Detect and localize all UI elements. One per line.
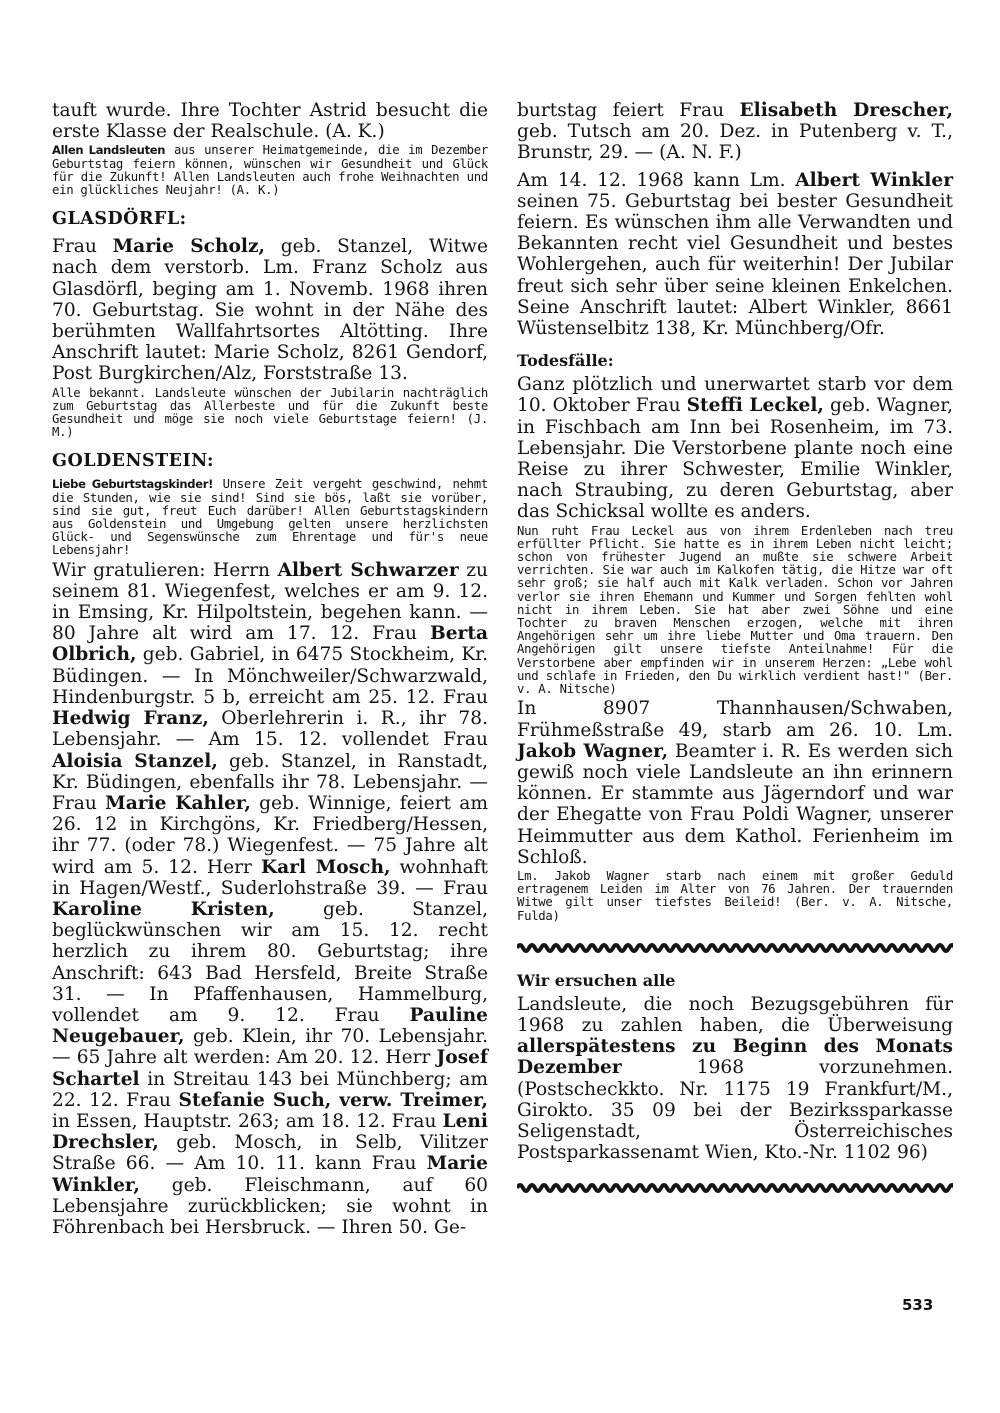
heading-goldenstein: GOLDENSTEIN:: [52, 451, 215, 472]
person-name: Marie Winkler,: [52, 1153, 488, 1196]
body-text: seinen 75. Geburtstag bei bester Gesundheit feiern. Es wünschen ihm alle Verwandten und Bekannten recht viel Gesundheit und bestes Wohlergehen, auch für weiterhin! Der Jubilar freut sich sehr über seine kleinen Enkelchen. Seine Anschrift lautet: Albert Winkler, 8661 Wüstenselbitz 138, Kr. Münchberg/Ofr.: [517, 190, 953, 340]
paragraph-astrid: tauft wurde. Ihre Tochter Astrid besucht die erste Klasse der Realschule. (A. K.): [52, 100, 488, 143]
wave-rule-icon: [517, 1181, 953, 1195]
paragraph-elisabeth-drescher: [517, 100, 953, 164]
person-name: Hedwig Franz,: [52, 708, 209, 730]
heading-todesfaelle: Todesfälle:: [517, 351, 614, 371]
body-text: In 8907 Thannhausen/Schwaben, Frühmeßstraße 49, starb am 26. 10. Lm.: [517, 698, 953, 741]
wave-rule-icon: [517, 941, 953, 955]
body-text: geb. Stanzel, beglückwünschen wir am 15. 12. recht herzlich zu ihrem 80. Geburtstag; ihre Anschrift: 643 Bad Hersfeld, Breite Straße 31. — In Pfaffenhausen, Hammelburg, vollendet am 9. 12. Frau: [52, 898, 488, 1026]
heading-glasdoerfl: GLASDÖRFL:: [52, 209, 187, 230]
body-text: Ganz plötzlich und unerwartet starb vor dem 10. Oktober Frau: [517, 374, 953, 417]
body-text: geb. Mosch, in Selb, Vilitzer Straße 66. — Am 10. 11. kann Frau: [52, 1132, 488, 1175]
body-text: geb. Fleischmann, auf 60 Lebensjahre zurückblicken; sie wohnt in Föhrenbach bei Hersbruck. — Ihren 50. Ge-: [52, 1174, 488, 1238]
body-text: Unsere Zeit vergeht geschwind, nehmt die Stunden, wie sie sind! Sind sie bös, laßt sie vorüber, sind sie gut, freut Euch darüber! Allen Geburtstagskindern aus Goldenstein und Umgebung gelten unsere herzlichsten Glück- und Segenswünsche zum Ehrentage und für's neue Lebensjahr!: [52, 477, 488, 558]
body-text: geb. Stanzel, Witwe nach dem verstorb. Lm. Franz Scholz aus Glasdörfl, beging am 1. Novemb. 1968 ihren 70. Geburtstag. Sie wohnt in der Nähe des berühmten Wallfahrtsortes Altötting. Ihre Anschrift lautet: Marie Scholz, 8261 Gendorf, Post Burgkirchen/Alz, Forststraße 13.: [52, 236, 488, 385]
person-name: Stefanie Such, verw. Treimer,: [178, 1089, 488, 1111]
body-text: in Essen, Hauptstr. 263; am 18. 12. Frau: [52, 1110, 443, 1132]
person-name: Karl Mosch,: [261, 856, 391, 878]
body-text: wohnhaft in Hagen/Westf., Suderlohstraße 39. — Frau: [52, 856, 489, 899]
paragraph-jubilarin-wishes: Alle bekannt. Landsleute wünschen der Jubilarin nachträglich zum Geburtstag das Allerbeste und für die Zukunft beste Gesundheit und möge sie noch viele Geburtstage feiern! (J. M.): [52, 385, 488, 440]
lead-text: Liebe Geburtstagskinder!: [52, 477, 214, 492]
person-name: Jakob Wagner,: [517, 740, 669, 762]
paragraph-leckel-obituary: Nun ruht Frau Leckel aus von ihrem Erdenleben nach treu erfüllter Pflicht. Sie hatte es in ihrem Leben nicht leicht; schon von frühester Jugend an mußte sie schwere Arbeit verrichten. Sie war auch im Kalkofen tätig, die Hitze war oft sehr groß; sie half auch mit Kalk verladen. Schon vor Jahren verlor sie ihren Ehemann und Kummer und Sorgen fehlten wohl nicht in ihrem Leben. Sie hat aber zwei Söhne und eine Tochter zu braven Menschen erzogen, welche mit ihren Angehörigen sehr um ihre liebe Mutter und Oma trauern. Den Angehörigen gilt unsere tiefste Anteilnahme! Für die Verstorbene aber empfinden wir in unserem Herzen: „Lebe wohl und schlafe in Frieden, den Du wirklich verdient hast!" (Ber. v. A. Nitsche): [517, 523, 953, 697]
person-name: Aloisia Stanzel,: [52, 750, 218, 772]
body-text: geb. Gabriel, in 6475 Stockheim, Kr. Büdingen. — In Mönchweiler/Schwarzwald, Hindenburgstr. 5 b, erreicht am 25. 12. Frau: [52, 644, 488, 708]
body-text: geb. Stanzel, in Ranstadt, Kr. Büdingen, ebenfalls ihr 78. Lebensjahr. — Frau: [52, 750, 488, 814]
body-text: Frau: [52, 236, 113, 258]
page-number: 533: [902, 1296, 934, 1314]
person-name: Albert Winkler: [795, 169, 953, 191]
left-column: [52, 100, 488, 1238]
body-text: geb. Wagner, in Fischbach am Inn bei Rosenheim, im 73. Lebensjahr. Die Verstorbene plante noch eine Reise zu ihrer Schwester, Emilie Winkler, nach Straubing, zu deren Geburtstag, aber das Schicksal wollte es anders.: [517, 395, 954, 523]
person-name: Marie Scholz,: [112, 236, 265, 258]
body-text: in Streitau 143 bei Münchberg; am 22. 12. Frau: [52, 1068, 488, 1111]
heading-wir-ersuchen: Wir ersuchen alle: [517, 970, 676, 990]
right-column: [517, 100, 953, 1211]
person-name: Leni Drechsler,: [52, 1110, 488, 1154]
paragraph-wagner-condolence: Lm. Jakob Wagner starb nach einem mit großer Geduld ertragenem Leiden im Alter von 76 Jahren. Der trauernden Witwe gilt unser tiefstes Beileid! (Ber. v. A. Nitsche, Fulda): [517, 868, 953, 923]
ornamental-divider: [517, 941, 953, 955]
body-text: burtstag feiert Frau: [517, 100, 740, 121]
body-text: Landsleute, die noch Bezugsgebühren für 1968 zu zahlen haben, die Überweisung: [517, 993, 953, 1036]
person-name: Josef Schartel: [52, 1047, 488, 1090]
body-text: geb. Tutsch am 20. Dez. in Putenberg v. T., Brunstr, 29. — (A. N. F.): [517, 121, 953, 164]
person-name: Pauline Neugebauer,: [52, 1004, 488, 1048]
body-text: Wir gratulieren: Herrn: [52, 559, 278, 581]
person-name: Berta Olbrich,: [52, 623, 488, 666]
paragraph-gratulationen: [52, 560, 488, 1239]
paragraph-allen-landsleuten: [52, 144, 488, 197]
body-text: Oberlehrerin i. R., ihr 78. Lebensjahr. — Am 15. 12. vollendet Frau: [52, 708, 488, 751]
body-text: Am 14. 12. 1968 kann Lm.: [517, 169, 796, 191]
paragraph-steffi-leckel: [517, 374, 953, 522]
person-name: Steffi Leckel,: [686, 395, 824, 417]
body-text: 1968 vorzunehmen. (Postscheckkto. Nr. 1175 19 Frankfurt/M., Girokto. 35 09 bei der Bezirkssparkasse Seligenstadt, Österreichisches Postsparkassenamt Wien, Kto.-Nr. 1102 96): [517, 1057, 953, 1164]
paragraph-albert-winkler: [517, 170, 953, 340]
lead-text: Allen Landsleuten: [52, 143, 166, 158]
person-name: Karoline Kristen,: [52, 898, 275, 920]
body-text: aus unserer Heimatgemeinde, die im Dezember Geburtstag feiern können, wünschen wir Gesundheit und Glück für die Zukunft! Allen Landsleuten auch frohe Weihnachten und ein glückliches Neujahr! (A. K.): [52, 143, 488, 198]
paragraph-marie-scholz: [52, 236, 488, 384]
paragraph-jakob-wagner: [517, 698, 953, 868]
body-text: geb. Klein, ihr 70. Lebensjahr. — 65 Jahre alt werden: Am 20. 12. Herr: [52, 1026, 488, 1069]
paragraph-geburtstagskinder: [52, 478, 488, 557]
body-text: geb. Winnige, feiert am 26. 12 in Kirchgöns, Kr. Friedberg/Hessen, ihr 77. (oder 78.) Wiegenfest. — 75 Jahre alt wird am 5. 12. Herr: [52, 792, 488, 878]
emphasis-text: allerspätestens zu Beginn des Monats Dezember: [517, 1036, 953, 1079]
paragraph-bezugsgebuehren: [517, 994, 953, 1164]
ornamental-divider: [517, 1181, 953, 1195]
body-text: Beamter i. R. Es werden sich gewiß noch viele Landsleute an ihn erinnern können. Er stammte aus Jägerndorf und war der Ehegatte von Frau Poldi Wagner, unserer Heimmutter aus dem Kathol. Ferienheim im Schloß.: [517, 740, 953, 868]
person-name: Albert Schwarzer: [277, 559, 459, 581]
body-text: zu seinem 81. Wiegenfest, welches er am 9. 12. in Emsing, Kr. Hilpoltstein, begehen kann. — 80 Jahre alt wird am 17. 12. Frau: [52, 559, 488, 645]
person-name: Elisabeth Drescher,: [739, 100, 953, 121]
person-name: Marie Kahler,: [105, 792, 251, 814]
